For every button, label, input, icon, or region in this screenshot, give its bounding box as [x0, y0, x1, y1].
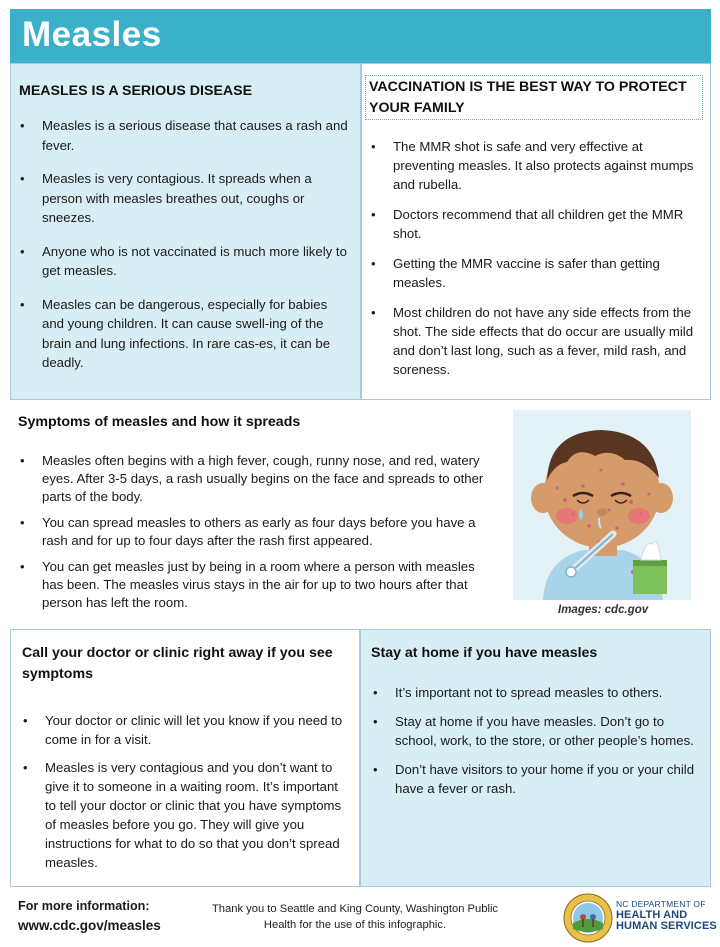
nc-state-seal-logo [563, 893, 613, 943]
vaccination-panel [361, 63, 711, 400]
image-credit: Images: cdc.gov [558, 604, 649, 616]
stay-home-list [371, 683, 701, 808]
more-info-link[interactable]: www.cdc.gov/measles [18, 918, 161, 933]
list-item: • Doctors recommend that all children get the MMR shot. [369, 205, 704, 243]
serious-disease-heading: MEASLES IS A SERIOUS DISEASE [19, 83, 253, 99]
list-item: • You can get measles just by being in a room where a person with measles has been. The measles virus stays in the air for up to two hours after that person has left the room. [18, 558, 498, 612]
symptoms-list [18, 452, 498, 620]
page-title: Measles [22, 15, 162, 54]
call-doctor-heading: Call your doctor or clinic right away if you see symptoms [22, 645, 333, 682]
call-doctor-list [21, 711, 351, 881]
list-item: • You can spread measles to others as early as four days before you have a rash and for up to four days after the rash first appeared. [18, 514, 498, 550]
acknowledgement-text: Thank you to Seattle and King County, Washington Public Health for the use of this infographic. [211, 903, 499, 931]
header-banner [10, 9, 711, 63]
list-item: • Measles is a serious disease that causes a rash and fever. [18, 116, 348, 155]
list-item: • Getting the MMR vaccine is safer than getting measles. [369, 254, 704, 292]
list-item: • Your doctor or clinic will let you know if you need to come in for a visit. [21, 711, 351, 749]
ncdhhs-logo-text [616, 899, 717, 932]
vaccination-list [369, 137, 704, 390]
list-item: • Measles is very contagious and you don’t want to give it to someone in a waiting room. It’s important to tell your doctor or clinic that you have symptoms of measles before you go. They will give you instructions for what to do so that you don’t spread measles. [21, 758, 351, 872]
more-info [18, 896, 161, 936]
list-item: • Stay at home if you have measles. Don’t go to school, work, to the store, or other people’s homes. [371, 712, 701, 751]
stay-home-panel [360, 629, 711, 887]
dept-line-1: NC DEPARTMENT OF [616, 899, 706, 909]
list-item: • Don’t have visitors to your home if you or your child have a fever or rash. [371, 760, 701, 799]
sick-child-illustration [513, 410, 691, 600]
list-item: • It’s important not to spread measles to others. [371, 683, 701, 703]
dept-line-3: HUMAN SERVICES [616, 920, 717, 932]
vaccination-heading: VACCINATION IS THE BEST WAY TO PROTECT YOUR FAMILY [365, 75, 703, 120]
list-item: • Anyone who is not vaccinated is much more likely to get measles. [18, 242, 348, 281]
list-item: • Measles can be dangerous, especially for babies and young children. It can cause swell-ing of the brain and lung infections. In rare cas-es, it can be deadly. [18, 295, 348, 373]
dept-line-2: HEALTH AND [616, 909, 688, 921]
list-item: • The MMR shot is safe and very effective at preventing measles. It also protects against mumps and rubella. [369, 137, 704, 194]
list-item: • Measles is very contagious. It spreads when a person with measles breathes out, coughs or sneezes. [18, 169, 348, 228]
symptoms-heading: Symptoms of measles and how it spreads [18, 414, 301, 430]
stay-home-heading: Stay at home if you have measles [371, 645, 598, 661]
serious-disease-list [18, 116, 348, 387]
list-item: • Most children do not have any side effects from the shot. The side effects that do occur are usually mild and don’t last long, such as a fever, mild rash, and soreness. [369, 303, 704, 379]
more-info-label: For more information: [18, 899, 150, 913]
serious-disease-panel [10, 63, 361, 400]
call-doctor-panel [10, 629, 360, 887]
list-item: • Measles often begins with a high fever, cough, runny nose, and red, watery eyes. After 3-5 days, a rash usually begins on the face and spreads to other parts of the body. [18, 452, 498, 506]
